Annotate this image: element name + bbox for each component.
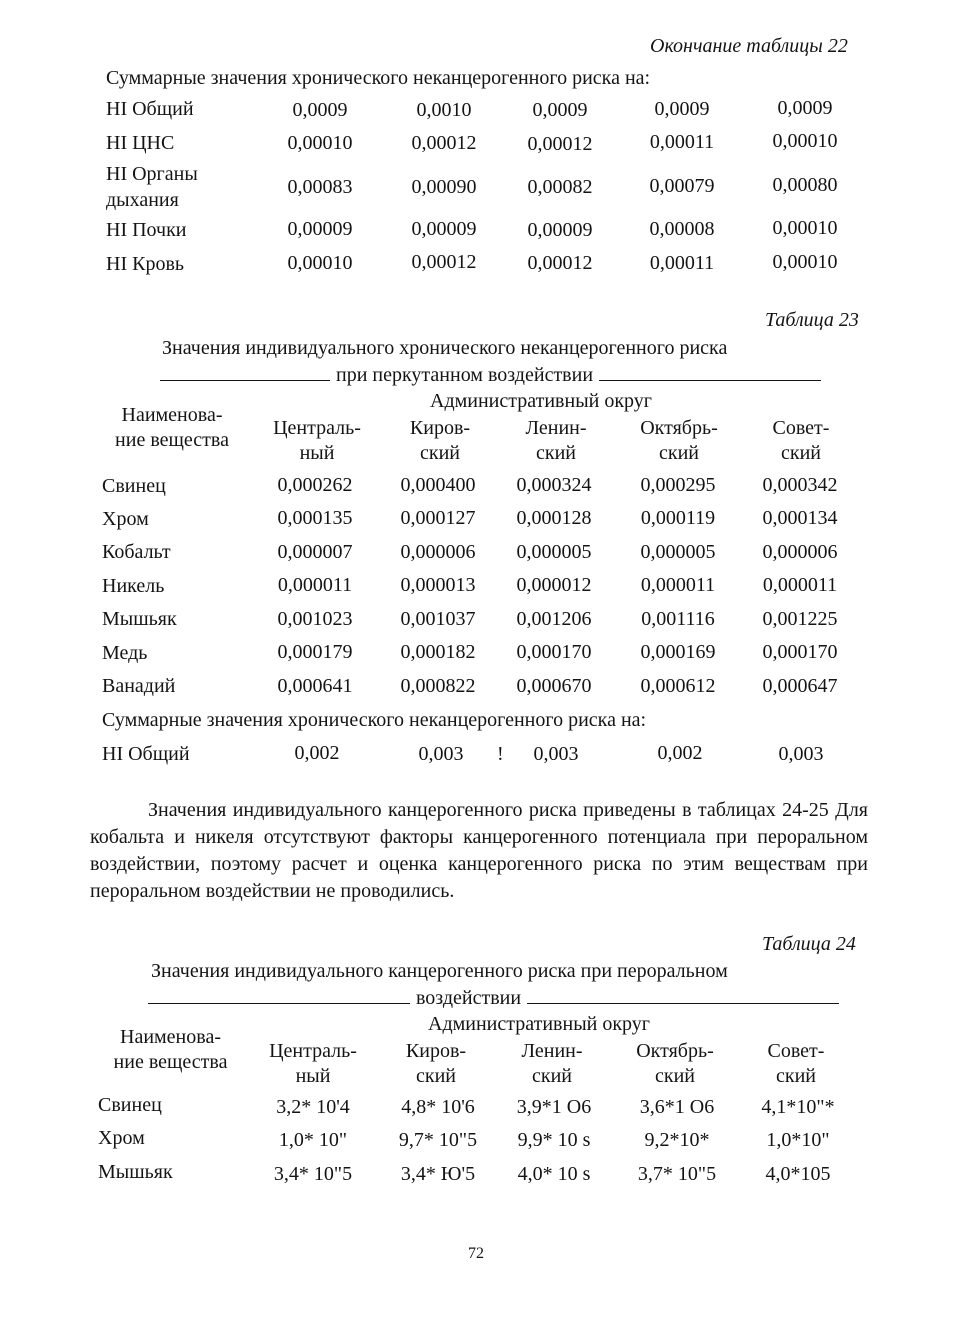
table-row-label: HI Почки xyxy=(106,219,187,241)
table-cell: 0,00080 xyxy=(772,174,838,196)
table-cell: 0,002 xyxy=(657,742,703,764)
table-row-label: Медь xyxy=(102,642,148,664)
table-row-label: HI Общий xyxy=(106,98,194,120)
table-22-summary-heading: Суммарные значения хронического неканцерогенного риска на: xyxy=(106,67,651,89)
table-cell: 0,003 xyxy=(418,743,464,765)
table-cell: 0,000169 xyxy=(640,641,716,663)
table-cell: 0,003 xyxy=(778,743,824,765)
table-row-label: Свинец xyxy=(98,1094,162,1116)
table-row-label: HI Органы дыхания xyxy=(106,163,198,211)
table-cell: 0,00011 xyxy=(649,252,715,274)
table-cell: 0,000011 xyxy=(640,574,716,596)
column-header-district: Киров- ский xyxy=(405,1040,467,1087)
table-row-label: Мышьяк xyxy=(98,1161,173,1183)
table-24-title: Значения индивидуального канцерогенного риска при пероральном xyxy=(151,960,728,982)
table-cell: 0,000007 xyxy=(277,541,353,563)
table-cell: 0,000324 xyxy=(516,474,592,496)
table-cell: 0,00083 xyxy=(287,176,353,198)
column-header-district: Ленин- ский xyxy=(525,417,587,464)
page-number: 72 xyxy=(468,1245,484,1262)
table-cell: 0,000647 xyxy=(762,675,838,697)
table-row-label: HI Общий xyxy=(102,743,190,765)
table-cell: 0,002 xyxy=(294,742,340,764)
table-cell: 3,2* 10'4 xyxy=(276,1096,350,1118)
column-header-district: Октябрь- ский xyxy=(636,1040,714,1087)
table-cell: 0,000005 xyxy=(640,541,716,563)
table-cell: 0,001023 xyxy=(277,608,353,630)
column-header-district: Совет- ский xyxy=(767,1040,825,1087)
table-cell: 0,00010 xyxy=(772,251,838,273)
table-cell: 3,4* Ю'5 xyxy=(400,1163,476,1185)
table-23-number: Таблица 23 xyxy=(765,309,859,331)
table-cell: 0,00009 xyxy=(287,218,353,240)
column-header-district: Централь- ный xyxy=(269,1040,357,1087)
table-cell: 9,9* 10 s xyxy=(517,1129,591,1151)
table-cell: 0,00079 xyxy=(649,175,715,197)
table-cell: 0,00008 xyxy=(649,218,715,240)
table-cell: 0,0009 xyxy=(532,99,588,121)
table-cell: 0,001225 xyxy=(762,608,838,630)
table-cell: 0,001206 xyxy=(516,608,592,630)
column-header-district: Совет- ский xyxy=(772,417,830,464)
table-cell: 0,0010 xyxy=(416,99,472,121)
table-cell: 0,000170 xyxy=(516,641,592,663)
table-cell: 0,000006 xyxy=(400,541,476,563)
table-cell: 9,7* 10"5 xyxy=(398,1129,478,1151)
table-cell: 0,000670 xyxy=(516,675,592,697)
table-cell: 0,00011 xyxy=(649,131,715,153)
table-24-subtitle-line xyxy=(148,986,839,1010)
table-cell: 4,1*10"* xyxy=(761,1096,835,1118)
table-cell: 0,00009 xyxy=(527,219,593,241)
paragraph-text: Значения индивидуального канцерогенного риска приведены в таблицах 24-25 Для кобальта и никеля отсутствуют факторы канцерогенного потенциала при пероральном воздействии, поэтому расчет и оценка канцерогенного риска по этим веществам при пероральном воздействии не проводились. xyxy=(90,799,868,902)
table-row-label: Хром xyxy=(102,508,149,530)
table-cell: 0,000182 xyxy=(400,641,476,663)
table-row-label: Никель xyxy=(102,575,165,597)
table-23-title: Значения индивидуального хронического неканцерогенного риска xyxy=(162,337,728,359)
column-header-district: Централь- ный xyxy=(273,417,361,464)
table-row-label: Хром xyxy=(98,1127,145,1149)
table-cell: 0,001037 xyxy=(400,608,476,630)
table-cell: 3,9*1 О6 xyxy=(516,1096,592,1118)
table-cell: 0,000134 xyxy=(762,507,838,529)
table-row-label: Мышьяк xyxy=(102,608,177,630)
table-cell: 0,0009 xyxy=(654,98,710,120)
table-row-label: Ванадий xyxy=(102,675,176,697)
table-cell: 0,000179 xyxy=(277,641,353,663)
table-cell: 0,00012 xyxy=(527,252,593,274)
stray-mark: ! xyxy=(497,743,504,765)
title-underline-right xyxy=(599,364,821,381)
table-cell: 3,7* 10"5 xyxy=(637,1163,717,1185)
table-24-subtitle: воздействии xyxy=(416,987,522,1009)
title-underline-left xyxy=(148,987,410,1004)
table-cell: 0,000641 xyxy=(277,675,353,697)
table-cell: 0,000400 xyxy=(400,474,476,496)
table-cell: 0,00010 xyxy=(772,130,838,152)
table-cell: 0,000011 xyxy=(762,574,838,596)
table-cell: 0,0009 xyxy=(292,99,348,121)
table-cell: 0,000342 xyxy=(762,474,838,496)
table-cell: 0,0009 xyxy=(777,97,833,119)
table-cell: 0,000822 xyxy=(400,675,476,697)
table-row-label: Кобальт xyxy=(102,541,171,563)
table-cell: 1,0*10" xyxy=(766,1129,830,1151)
table-cell: 3,6*1 О6 xyxy=(639,1096,715,1118)
table-cell: 0,00090 xyxy=(411,176,477,198)
table-22-continuation-caption: Окончание таблицы 22 xyxy=(650,35,848,57)
table-cell: 0,00009 xyxy=(411,218,477,240)
table-23-subtitle-line xyxy=(160,363,821,387)
table-cell: 3,4* 10"5 xyxy=(273,1163,353,1185)
table-cell: 0,00010 xyxy=(287,252,353,274)
title-underline-left xyxy=(160,364,330,381)
table-cell: 0,00012 xyxy=(411,132,477,154)
table-cell: 0,000006 xyxy=(762,541,838,563)
table-cell: 0,000005 xyxy=(516,541,592,563)
table-row-label: HI Кровь xyxy=(106,253,185,275)
table-cell: 0,000012 xyxy=(516,574,592,596)
table-cell: 0,00010 xyxy=(287,132,353,154)
table-23-summary-heading: Суммарные значения хронического неканцерогенного риска на: xyxy=(102,709,647,731)
table-cell: 0,000135 xyxy=(277,507,353,529)
column-header-substance: Наименова- ние вещества xyxy=(113,1026,228,1073)
table-24-number: Таблица 24 xyxy=(762,933,856,955)
title-underline-right xyxy=(527,987,839,1004)
table-cell: 0,00012 xyxy=(527,133,593,155)
table-row-label: HI ЦНС xyxy=(106,132,175,154)
table-cell: 0,000295 xyxy=(640,474,716,496)
body-paragraph xyxy=(90,797,868,905)
table-cell: 0,003 xyxy=(533,743,579,765)
table-cell: 0,000262 xyxy=(277,474,353,496)
table-cell: 0,000119 xyxy=(640,507,716,529)
table-cell: 0,001116 xyxy=(641,608,715,630)
table-cell: 4,8* 10'6 xyxy=(401,1096,475,1118)
column-header-substance: Наименова- ние вещества xyxy=(115,404,229,451)
table-cell: 0,000612 xyxy=(640,675,716,697)
column-group-header: Административный округ xyxy=(428,1013,650,1035)
table-cell: 0,00012 xyxy=(411,251,477,273)
table-cell: 4,0* 10 s xyxy=(517,1163,591,1185)
column-header-district: Октябрь- ский xyxy=(640,417,718,464)
table-cell: 0,000128 xyxy=(516,507,592,529)
column-header-district: Ленин- ский xyxy=(521,1040,583,1087)
table-cell: 0,000011 xyxy=(277,574,353,596)
table-cell: 1,0* 10" xyxy=(278,1129,348,1151)
table-cell: 0,000127 xyxy=(400,507,476,529)
column-header-district: Киров- ский xyxy=(409,417,471,464)
table-cell: 4,0*105 xyxy=(765,1163,831,1185)
table-cell: 0,00082 xyxy=(527,176,593,198)
table-row-label: Свинец xyxy=(102,475,166,497)
table-cell: 0,00010 xyxy=(772,217,838,239)
table-cell: 0,000170 xyxy=(762,641,838,663)
table-cell: 0,000013 xyxy=(400,574,476,596)
column-group-header: Административный округ xyxy=(430,390,652,412)
table-cell: 9,2*10* xyxy=(644,1129,710,1151)
table-23-subtitle: при перкутанном воздействии xyxy=(336,364,594,386)
